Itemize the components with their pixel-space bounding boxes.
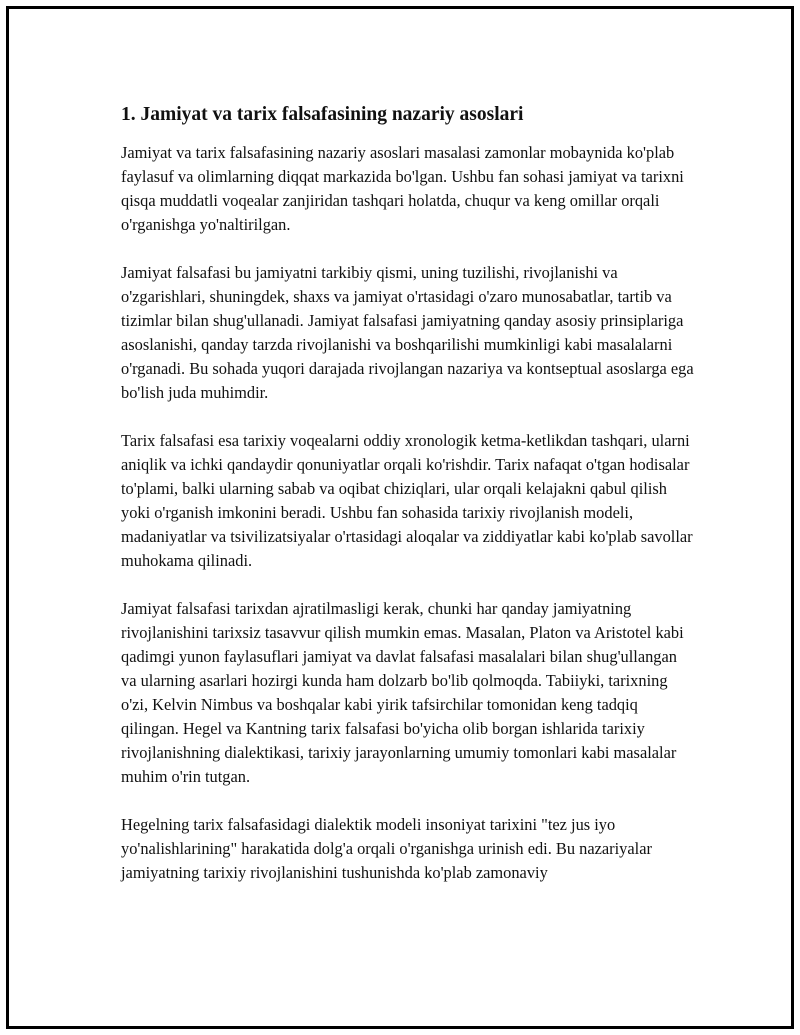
- paragraph-1: Jamiyat va tarix falsafasining nazariy asoslari masalasi zamonlar mobaynida ko'plab faylasuf va olimlarning diqqat markazida bo'lgan. Ushbu fan sohasi jamiyat va tarixni qisqa muddatli voqealar zanjiridan tashqari holatda, chuqur va keng omillar orqali o'rganishga yo'naltirilgan.: [121, 143, 684, 234]
- page-frame: [6, 6, 794, 1029]
- paragraph-3: Tarix falsafasi esa tarixiy voqealarni oddiy xronologik ketma-ketlikdan tashqari, ularni aniqlik va ichki qandaydir qonuniyatlar orqali ko'rishdir. Tarix nafaqat o'tgan hodisalar to'plami, balki ularning sabab va oqibat chiziqlari, ular orqali kelajakni qabul qilish yoki o'rganish imkonini beradi. Ushbu fan sohasida tarixiy rivojlanish modeli, madaniyatlar va tsivilizatsiyalar o'rtasidagi aloqalar va ziddiyatlar kabi ko'plab savollar muhokama qilinadi.: [121, 431, 693, 570]
- document-body: [121, 101, 696, 909]
- section-heading: 1. Jamiyat va tarix falsafasining nazariy asoslari: [121, 104, 524, 125]
- paragraph-5: Hegelning tarix falsafasidagi dialektik modeli insoniyat tarixini "tez jus iyo yo'nalishlarining" harakatida dolg'a orqali o'rganishga urinish edi. Bu nazariyalar jamiyatning tarixiy rivojlanishini tushunishda ko'plab zamonaviy: [121, 815, 652, 882]
- paragraph-2: Jamiyat falsafasi bu jamiyatni tarkibiy qismi, uning tuzilishi, rivojlanishi va o'zgarishlari, shuningdek, shaxs va jamiyat o'rtasidagi o'zaro munosabatlar, tartib va tizimlar bilan shug'ullanadi. Jamiyat falsafasi jamiyatning qanday asosiy prinsiplariga asoslanishi, qanday tarzda rivojlanishi va boshqarilishi mumkinligi kabi masalalarni o'rganadi. Bu sohada yuqori darajada rivojlangan nazariya va kontseptual asoslarga ega bo'lish juda muhimdir.: [121, 263, 694, 402]
- paragraph-4: Jamiyat falsafasi tarixdan ajratilmasligi kerak, chunki har qanday jamiyatning rivojlanishini tarixsiz tasavvur qilish mumkin emas. Masalan, Platon va Aristotel kabi qadimgi yunon faylasuflari jamiyat va davlat falsafasi masalalari bilan shug'ullangan va ularning asarlari hozirgi kunda ham dolzarb bo'lib qolmoqda. Tabiiyki, tarixning o'zi, Kelvin Nimbus va boshqalar kabi yirik tafsirchilar tomonidan keng tadqiq qilingan. Hegel va Kantning tarix falsafasi bo'yicha olib borgan ishlarida tarixiy rivojlanishning dialektikasi, tarixiy jarayonlarning umumiy tomonlari kabi masalalar muhim o'rin tutgan.: [121, 599, 684, 786]
